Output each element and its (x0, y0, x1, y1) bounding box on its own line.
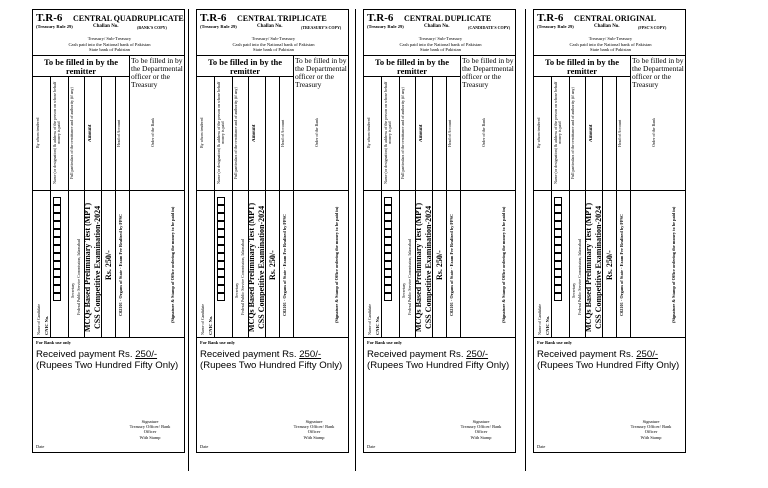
signature-line: Treasury Officer/ Bank (293, 424, 335, 430)
challan-copy (196, 9, 349, 453)
column-header: Order of the Bank (150, 118, 155, 148)
received-prefix: Received payment Rs. (36, 349, 133, 360)
column-line (446, 76, 447, 337)
cnic-digit-box[interactable] (554, 245, 562, 253)
column-header: Name (or designation) & address of the person on whose behalf money is paid (553, 81, 562, 185)
instruction-line: State bank of Pakistan (590, 47, 631, 52)
column-line (381, 76, 382, 337)
amount-text: Rs. 250/- (104, 250, 113, 280)
divider (197, 190, 348, 191)
remitter-heading: To be filled in by the remitter (374, 57, 450, 76)
cnic-digit-box[interactable] (53, 269, 61, 277)
cnic-digit-box[interactable] (384, 197, 392, 205)
cnic-label: CNIC No. (208, 315, 213, 335)
treasury-rule: (Treasury Rule 29) (36, 24, 73, 29)
exam-title: CSS Competitive Examination-2024 (594, 205, 603, 330)
received-amount: 250/- (299, 349, 322, 360)
signature-line: With Stamp (303, 434, 325, 440)
column-header: By whom tendered (199, 117, 204, 149)
cnic-digit-box[interactable] (384, 285, 392, 293)
cnic-label: CNIC No. (545, 315, 550, 335)
divider (534, 337, 685, 338)
amount-text: Rs. 250/- (605, 250, 614, 280)
cnic-digit-box[interactable] (53, 245, 61, 253)
divider (364, 337, 515, 338)
remitter-heading: To be filled in by the remitter (207, 57, 283, 76)
signature-line: Officer (307, 429, 321, 435)
instruction-line: Cash paid into the National bank of Pakistan (232, 41, 315, 47)
received-line (200, 349, 342, 360)
copy-title: CENTRAL ORIGINAL (574, 14, 657, 23)
cnic-digit-box[interactable] (217, 269, 225, 277)
secretary-line: Federal Public Service Commission, Islamabad (407, 239, 412, 316)
form-code: T.R-6 (36, 12, 63, 24)
signature-line: Signature (642, 419, 660, 424)
column-header: Amount (88, 124, 93, 142)
candidate-name-label: Name of Candidate (537, 303, 542, 335)
department-heading: To be filled in by the Departmental officer or the Treasury (131, 56, 183, 89)
instruction-line: State bank of Pakistan (253, 47, 294, 52)
test-title: MCQs Based Preliminary Test (MPT) (414, 202, 423, 333)
form-code: T.R-6 (200, 12, 227, 24)
divider (197, 76, 293, 77)
cnic-digit-box[interactable] (53, 293, 61, 301)
remitter-heading: To be filled in by the remitter (43, 57, 119, 76)
test-title: MCQs Based Preliminary Test (MPT) (584, 202, 593, 333)
instruction-line: Treasury/ Sub-Treasury (418, 36, 463, 41)
for-bank-use: For Bank use only (537, 340, 573, 345)
signature-line: Officer (474, 429, 488, 435)
column-line (616, 76, 617, 337)
received-line (36, 349, 178, 360)
cnic-digit-box[interactable] (384, 237, 392, 245)
signature-note: (Signature & Stamp of Office ordering the money to be paid in) (671, 206, 676, 324)
secretary-line: Secretary (70, 282, 75, 298)
received-payment (200, 349, 342, 371)
column-header: Head of Account (280, 119, 285, 147)
cnic-digit-box[interactable] (554, 269, 562, 277)
received-words: (Rupees Two Hundred Fifty Only) (200, 360, 343, 371)
cnic-digit-box[interactable] (554, 277, 562, 285)
cnic-digit-box[interactable] (554, 261, 562, 269)
column-header: Name (or designation) & address of the person on whose behalf money is paid (216, 81, 225, 185)
cnic-digit-box[interactable] (217, 261, 225, 269)
received-line (367, 349, 509, 360)
cnic-digit-box[interactable] (554, 285, 562, 293)
date-label: Date (36, 444, 45, 449)
column-header: Order of the Bank (651, 118, 656, 148)
signature-line: Signature (472, 419, 490, 424)
received-words: (Rupees Two Hundred Fifty Only) (537, 360, 680, 371)
cnic-boxes (384, 197, 392, 307)
cnic-digit-box[interactable] (217, 245, 225, 253)
cnic-digit-box[interactable] (53, 277, 61, 285)
treasury-rule: (Treasury Rule 29) (537, 24, 574, 29)
column-line (551, 76, 552, 337)
instruction-line: Cash paid into the National bank of Pakistan (399, 41, 482, 47)
column-header: Head of Account (617, 119, 622, 147)
cnic-digit-box[interactable] (53, 253, 61, 261)
signature-line: With Stamp (139, 434, 161, 440)
cnic-digit-box[interactable] (554, 237, 562, 245)
cnic-digit-box[interactable] (217, 293, 225, 301)
cnic-digit-box[interactable] (554, 221, 562, 229)
candidate-name-label: Name of Candidate (200, 303, 205, 335)
divider (364, 190, 515, 191)
cnic-digit-box[interactable] (217, 213, 225, 221)
instruction-line: Treasury/ Sub-Treasury (251, 36, 296, 41)
for-bank-use: For Bank use only (367, 340, 403, 345)
cnic-digit-box[interactable] (554, 229, 562, 237)
cnic-digit-box[interactable] (53, 229, 61, 237)
signature-note: (Signature & Stamp of Office ordering the money to be paid in) (170, 206, 175, 324)
secretary-line: Federal Public Service Commission, Islamabad (240, 239, 245, 316)
amount-text: Rs. 250/- (435, 250, 444, 280)
cnic-digit-box[interactable] (554, 253, 562, 261)
signature-line: Treasury Officer/ Bank (630, 424, 672, 430)
received-prefix: Received payment Rs. (537, 349, 634, 360)
copy-title: CENTRAL QUADRUPLICATE (73, 14, 184, 23)
signature-line: With Stamp (470, 434, 492, 440)
challan-no: Challan No. (93, 24, 119, 29)
treasury-rule: (Treasury Rule 29) (367, 24, 404, 29)
cnic-digit-box[interactable] (384, 261, 392, 269)
column-header: Name (or designation) & address of the person on whose behalf money is paid (52, 81, 61, 185)
secretary-line: Secretary (234, 282, 239, 298)
department-heading: To be filled in by the Departmental officer or the Treasury (462, 56, 514, 89)
column-header: By whom tendered (366, 117, 371, 149)
received-words: (Rupees Two Hundred Fifty Only) (367, 360, 510, 371)
exam-title: CSS Competitive Examination-2024 (424, 205, 433, 330)
column-header: Order of the Bank (481, 118, 486, 148)
cnic-label: CNIC No. (375, 315, 380, 335)
copy-separator (355, 9, 356, 471)
cnic-digit-box[interactable] (217, 221, 225, 229)
head-of-account: C02101 - Organs of State - Exam Fee Realized by FPSC (449, 213, 454, 317)
received-payment (36, 349, 178, 371)
instruction-line: Cash paid into the National bank of Pakistan (569, 41, 652, 47)
cnic-digit-box[interactable] (554, 197, 562, 205)
received-payment (537, 349, 679, 371)
cnic-digit-box[interactable] (217, 277, 225, 285)
amount-text: Rs. 250/- (268, 250, 277, 280)
received-line (537, 349, 679, 360)
cnic-boxes (53, 197, 61, 307)
copy-title: CENTRAL DUPLICATE (404, 14, 492, 23)
secretary-line: Federal Public Service Commission, Islamabad (76, 239, 81, 316)
instruction-line: Cash paid into the National bank of Pakistan (68, 41, 151, 47)
head-of-account: C02101 - Organs of State - Exam Fee Realized by FPSC (282, 213, 287, 317)
column-line (115, 76, 116, 337)
department-heading: To be filled in by the Departmental officer or the Treasury (632, 56, 684, 89)
column-header: Amount (252, 124, 257, 142)
copy-separator (525, 9, 526, 471)
column-header: By whom tendered (536, 117, 541, 149)
treasury-rule: (Treasury Rule 29) (200, 24, 237, 29)
divider (33, 76, 129, 77)
signature-line: Signature (305, 419, 323, 424)
cnic-digit-box[interactable] (217, 229, 225, 237)
column-header: Amount (589, 124, 594, 142)
secretary-line: Federal Public Service Commission, Islamabad (577, 239, 582, 316)
challan-copy (363, 9, 516, 453)
test-title: MCQs Based Preliminary Test (MPT) (247, 202, 256, 333)
divider (33, 190, 184, 191)
divider (33, 337, 184, 338)
cnic-digit-box[interactable] (384, 205, 392, 213)
cnic-digit-box[interactable] (554, 293, 562, 301)
cnic-digit-box[interactable] (53, 237, 61, 245)
challan-no: Challan No. (257, 24, 283, 29)
exam-title: CSS Competitive Examination-2024 (93, 205, 102, 330)
column-line (279, 76, 280, 337)
cnic-digit-box[interactable] (217, 253, 225, 261)
cnic-digit-box[interactable] (554, 213, 562, 221)
divider (364, 76, 460, 77)
cnic-digit-box[interactable] (217, 237, 225, 245)
received-words: (Rupees Two Hundred Fifty Only) (36, 360, 179, 371)
column-header: Head of Account (116, 119, 121, 147)
received-prefix: Received payment Rs. (200, 349, 297, 360)
form-code: T.R-6 (537, 12, 564, 24)
cnic-digit-box[interactable] (554, 205, 562, 213)
column-header: Order of the Bank (314, 118, 319, 148)
instruction-line: State bank of Pakistan (420, 47, 461, 52)
challan-copy (32, 9, 185, 453)
signature-line: Officer (143, 429, 157, 435)
exam-title: CSS Competitive Examination-2024 (257, 205, 266, 330)
cnic-digit-box[interactable] (384, 245, 392, 253)
signature-note: (Signature & Stamp of Office ordering the money to be paid in) (501, 206, 506, 324)
instruction-line: State bank of Pakistan (89, 47, 130, 52)
cnic-digit-box[interactable] (384, 229, 392, 237)
signature-line: Treasury Officer/ Bank (460, 424, 502, 430)
column-header: Head of Account (447, 119, 452, 147)
copy-owner: (FPSC'S COPY) (638, 25, 667, 30)
signature-block (279, 419, 349, 440)
column-line (214, 76, 215, 337)
candidate-name-label: Name of Candidate (36, 303, 41, 335)
signature-block (446, 419, 516, 440)
column-header: Full particulars of the remittance and of authority (if any) (570, 87, 575, 179)
secretary-line: Secretary (401, 282, 406, 298)
copy-owner: (BANK'S COPY) (137, 25, 167, 30)
cnic-boxes (554, 197, 562, 307)
cnic-digit-box[interactable] (384, 213, 392, 221)
remitter-heading: To be filled in by the remitter (544, 57, 620, 76)
column-header: Full particulars of the remittance and of authority (if any) (233, 87, 238, 179)
cnic-boxes (217, 197, 225, 307)
column-line (50, 76, 51, 337)
signature-line: Officer (644, 429, 658, 435)
received-amount: 250/- (135, 349, 158, 360)
for-bank-use: For Bank use only (200, 340, 236, 345)
instruction-line: Treasury/ Sub-Treasury (87, 36, 132, 41)
challan-no: Challan No. (424, 24, 450, 29)
copy-title: CENTRAL TRIPLICATE (237, 14, 327, 23)
date-label: Date (367, 444, 376, 449)
test-title: MCQs Based Preliminary Test (MPT) (83, 202, 92, 333)
cnic-digit-box[interactable] (53, 221, 61, 229)
form-code: T.R-6 (367, 12, 394, 24)
signature-block (616, 419, 686, 440)
date-label: Date (200, 444, 209, 449)
cnic-digit-box[interactable] (53, 205, 61, 213)
cnic-label: CNIC No. (44, 315, 49, 335)
instruction-line: Treasury/ Sub-Treasury (588, 36, 633, 41)
received-amount: 250/- (636, 349, 659, 360)
cnic-digit-box[interactable] (384, 277, 392, 285)
column-header: Amount (419, 124, 424, 142)
head-of-account: C02101 - Organs of State - Exam Fee Realized by FPSC (619, 213, 624, 317)
cnic-digit-box[interactable] (217, 197, 225, 205)
divider (534, 76, 630, 77)
candidate-name-label: Name of Candidate (367, 303, 372, 335)
cnic-digit-box[interactable] (217, 285, 225, 293)
cnic-digit-box[interactable] (53, 261, 61, 269)
date-label: Date (537, 444, 546, 449)
column-header: Full particulars of the remittance and of authority (if any) (69, 87, 74, 179)
challan-copy (533, 9, 686, 453)
signature-line: Treasury Officer/ Bank (129, 424, 171, 430)
divider (534, 190, 685, 191)
cnic-digit-box[interactable] (384, 253, 392, 261)
challan-no: Challan No. (594, 24, 620, 29)
copy-owner: (TREASURY'S COPY) (301, 25, 342, 30)
cnic-digit-box[interactable] (384, 293, 392, 301)
cnic-digit-box[interactable] (217, 205, 225, 213)
received-payment (367, 349, 509, 371)
signature-line: Signature (141, 419, 159, 424)
signature-block (115, 419, 185, 440)
column-header: Name (or designation) & address of the person on whose behalf money is paid (383, 81, 392, 185)
column-header: Full particulars of the remittance and of authority (if any) (400, 87, 405, 179)
copy-owner: (CANDIDATE'S COPY) (468, 25, 511, 30)
copy-separator (188, 9, 189, 471)
cnic-digit-box[interactable] (53, 285, 61, 293)
secretary-line: Secretary (571, 282, 576, 298)
signature-note: (Signature & Stamp of Office ordering the money to be paid in) (334, 206, 339, 324)
cnic-digit-box[interactable] (53, 213, 61, 221)
department-heading: To be filled in by the Departmental officer or the Treasury (295, 56, 347, 89)
head-of-account: C02101 - Organs of State - Exam Fee Realized by FPSC (118, 213, 123, 317)
signature-line: With Stamp (640, 434, 662, 440)
cnic-digit-box[interactable] (384, 269, 392, 277)
received-prefix: Received payment Rs. (367, 349, 464, 360)
column-header: By whom tendered (35, 117, 40, 149)
divider (197, 337, 348, 338)
cnic-digit-box[interactable] (384, 221, 392, 229)
for-bank-use: For Bank use only (36, 340, 72, 345)
cnic-digit-box[interactable] (53, 197, 61, 205)
received-amount: 250/- (466, 349, 489, 360)
